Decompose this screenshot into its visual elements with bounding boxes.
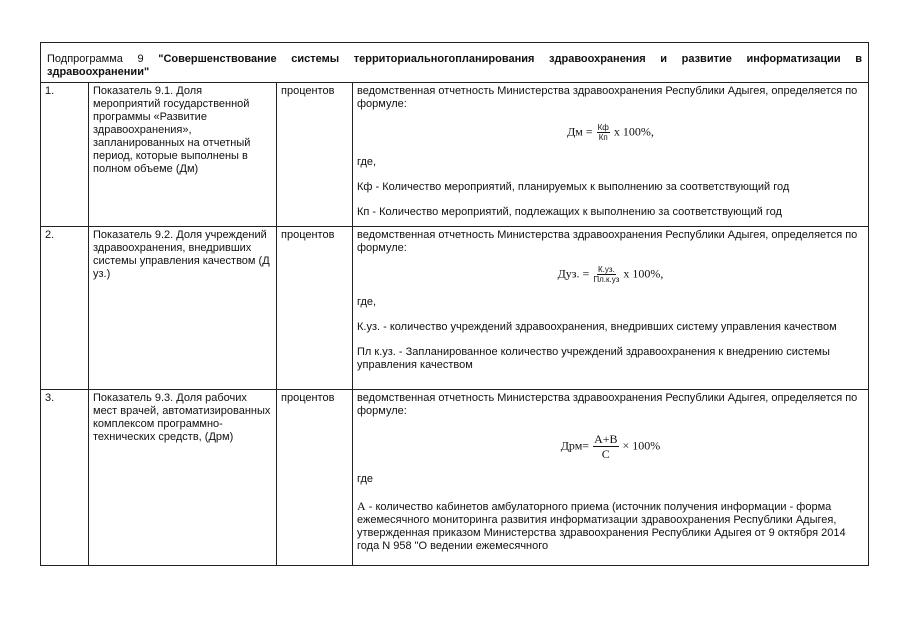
where-label: где,	[357, 156, 377, 168]
formula-denominator: C	[601, 447, 610, 461]
subprogram-title: "Совершенствование системы территориальногопланирования здравоохранения и развитие информатизации в здравоохранении"	[47, 53, 863, 78]
table-row	[41, 83, 869, 227]
where-label: где,	[357, 296, 377, 308]
definition	[357, 500, 864, 553]
unit-cell: процентов	[277, 83, 353, 227]
formula-rhs: × 100%	[622, 438, 661, 453]
formula-denominator: Пл.к.уз	[593, 275, 620, 284]
row-number: 2.	[41, 227, 89, 390]
formula-rhs: x 100%,	[613, 124, 654, 139]
formula	[357, 123, 864, 142]
formula-numerator: Кф	[597, 123, 609, 132]
method-cell	[353, 83, 869, 227]
table-row	[41, 227, 869, 390]
unit-cell: процентов	[277, 227, 353, 390]
method-cell	[353, 390, 869, 566]
definition-text: - количество кабинетов амбулаторного приема (источник получения информации - форма ежемесячного мониторинга развития информатизации здравоохранения Республики Адыгея, утвержденная приказом Министерства здравоохранения Республики Адыгея от 9 октября 2014 года N 958 "О ведении ежемесячного	[357, 501, 846, 552]
formula-lhs: Дм =	[567, 124, 593, 139]
method-intro: ведомственная отчетность Министерства здравоохранения Республики Адыгея, определяется по формуле:	[357, 229, 858, 254]
formula-rhs: x 100%,	[623, 266, 664, 281]
indicator-name: Показатель 9.1. Доля мероприятий государственной программы «Развитие здравоохранения», запланированных на отчетный период, которые выполнены в полном объеме (Дм)	[89, 83, 277, 227]
formula-numerator: A+B	[594, 432, 618, 446]
definition: Кп - Количество мероприятий, подлежащих к выполнению за соответствующий год	[357, 206, 782, 218]
indicator-name: Показатель 9.2. Доля учреждений здравоохранения, внедривших системы управления качеством (Д уз.)	[89, 227, 277, 390]
where-label: где	[357, 473, 374, 485]
definition: К.уз. - количество учреждений здравоохранения, внедривших систему управления качеством	[357, 321, 837, 333]
formula	[357, 432, 864, 461]
formula-lhs: Дуз. =	[557, 266, 590, 281]
method-intro: ведомственная отчетность Министерства здравоохранения Республики Адыгея, определяется по формуле:	[357, 392, 858, 417]
formula	[357, 265, 864, 284]
row-number: 3.	[41, 390, 89, 566]
indicators-table	[40, 42, 869, 566]
row-number: 1.	[41, 83, 89, 227]
subprogram-prefix: Подпрограмма 9	[47, 53, 144, 65]
formula-denominator: Кп	[598, 133, 608, 142]
formula-fraction	[593, 265, 619, 284]
method-intro: ведомственная отчетность Министерства здравоохранения Республики Адыгея, определяется по формуле:	[357, 85, 858, 110]
subprogram-header	[41, 43, 869, 83]
formula-lhs: Дрм=	[560, 438, 590, 453]
unit-cell: процентов	[277, 390, 353, 566]
definition-letter: A	[357, 499, 366, 513]
formula-fraction	[593, 432, 618, 461]
definition: Кф - Количество мероприятий, планируемых к выполнению за соответствующий год	[357, 181, 790, 193]
table-row	[41, 390, 869, 566]
indicator-name: Показатель 9.3. Доля рабочих мест врачей, автоматизированных комплексом программно-технических средств, (Дрм)	[89, 390, 277, 566]
formula-numerator: К.уз.	[597, 265, 615, 274]
subprogram-header-row	[41, 43, 869, 83]
formula-fraction	[597, 123, 610, 142]
definition: Пл к.уз. - Запланированное количество учреждений здравоохранения к внедрению системы управления качеством	[357, 346, 830, 371]
document-sheet	[40, 42, 869, 566]
method-cell	[353, 227, 869, 390]
